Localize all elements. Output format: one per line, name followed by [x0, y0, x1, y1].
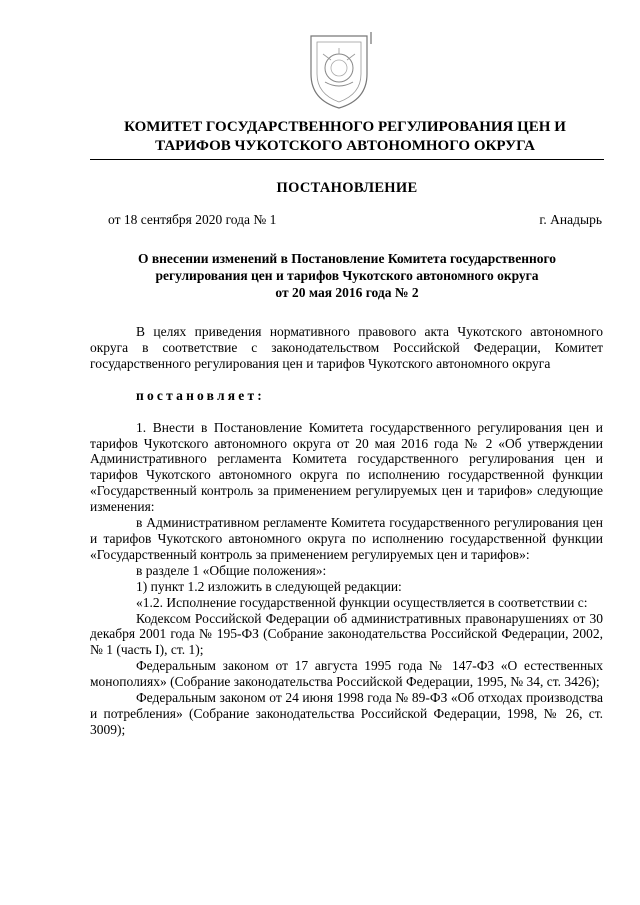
- body-paragraph-2: в Административном регламенте Комитета государственного регулирования цен и тарифов Чукотского автономного округа по исполнению государственной функции «Государственный контроль за применением регулируемых цен и тарифов»:: [90, 515, 603, 562]
- document-body: [90, 324, 603, 738]
- organization-title: [80, 118, 610, 156]
- document-subject: [100, 250, 594, 301]
- document-city: г. Анадырь: [539, 212, 602, 227]
- body-paragraph-1: 1. Внести в Постановление Комитета государственного регулирования цен и тарифов Чукотского автономного округа от 20 мая 2016 года № 2 «Об утверждении Административного регламента Комитета государственного регулирования цен и тарифов Чукотского автономного округа по исполнению государственной функции «Государственный контроль за применением регулируемых цен и тарифов» следующие изменения:: [90, 419, 603, 515]
- header-divider: [90, 159, 604, 160]
- subject-line1: О внесении изменений в Постановление Комитета государственного: [137, 251, 557, 266]
- decree-word: постановляет:: [136, 387, 265, 403]
- document-type: ПОСТАНОВЛЕНИЕ: [276, 180, 418, 196]
- subject-line3: от 20 мая 2016 года № 2: [275, 285, 419, 300]
- subject-line2: регулирования цен и тарифов Чукотского автономного округа: [155, 268, 539, 283]
- body-paragraph-6: Кодексом Российской Федерации об административных правонарушениях от 30 декабря 2001 года № 195-ФЗ (Собрание законодательства Российской Федерации, 2002, № 1 (часть I), ст. 1);: [90, 610, 603, 658]
- body-paragraph-4: 1) пункт 1.2 изложить в следующей редакции:: [136, 578, 402, 594]
- organization-title-line2: ТАРИФОВ ЧУКОТСКОГО АВТОНОМНОГО ОКРУГА: [155, 138, 535, 154]
- body-paragraph-8: Федеральным законом от 24 июня 1998 года № 89-ФЗ «Об отходах производства и потребления» (Собрание законодательства Российской Федерации, 1998, № 26, ст. 3009);: [90, 690, 603, 737]
- organization-title-line1: КОМИТЕТ ГОСУДАРСТВЕННОГО РЕГУЛИРОВАНИЯ ЦЕН И: [124, 119, 566, 135]
- coat-of-arms-emblem: [303, 30, 375, 110]
- body-paragraph-7: Федеральным законом от 17 августа 1995 года № 147-ФЗ «О естественных монополиях» (Собрание законодательства Российской Федерации, 1995, № 34, ст. 3426);: [90, 658, 603, 690]
- document-date-number: от 18 сентября 2020 года № 1: [108, 212, 277, 227]
- body-paragraph-5: «1.2. Исполнение государственной функции осуществляется в соответствии с:: [136, 594, 588, 610]
- body-paragraph-3: в разделе 1 «Общие положения»:: [136, 562, 327, 578]
- preamble-paragraph: В целях приведения нормативного правового акта Чукотского автономного округа в соответствие с законодательством Российской Федерации, Комитет государственного регулирования цен и тарифов Чукотского автономного округа: [90, 324, 603, 371]
